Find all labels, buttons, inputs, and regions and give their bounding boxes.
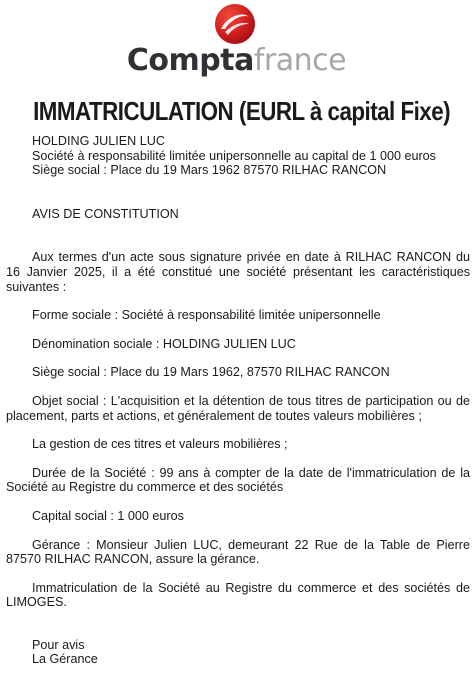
paragraph-gerance: Gérance : Monsieur Julien LUC, demeurant 22 Rue de la Table de Pierre 87570 RILHAC RANCON, assure la gérance. [6, 537, 470, 567]
brand-word-bold: Compta [126, 43, 254, 78]
paragraph-intro: Aux termes d'un acte sous signature privée en date à RILHAC RANCON du 16 Janvier 2025, il a été constitué une société présentant les caractéristiques suivantes : [6, 250, 470, 294]
paragraph-forme: Forme sociale : Société à responsabilité limitée unipersonnelle [32, 308, 381, 323]
header-line-company: HOLDING JULIEN LUC [32, 134, 165, 148]
paragraph-siege: Siège social : Place du 19 Mars 1962, 87570 RILHAC RANCON [32, 365, 390, 380]
brand-word-light: france [253, 43, 347, 78]
header-line-seat: Siège social : Place du 19 Mars 1962 87570 RILHAC RANCON [32, 163, 387, 178]
comptafrance-logo [0, 0, 473, 82]
paragraph-gestion: La gestion de ces titres et valeurs mobilières ; [32, 437, 288, 452]
signature-line-2: La Gérance [32, 652, 98, 667]
paragraph-capital: Capital social : 1 000 euros [32, 508, 184, 523]
header-line-form: Société à responsabilité limitée unipersonnelle au capital de 1 000 euros [32, 148, 436, 163]
paragraph-immatriculation: Immatriculation de la Société au Registre du commerce et des sociétés de LIMOGES. [6, 580, 470, 610]
section-title: AVIS DE CONSTITUTION [32, 206, 179, 221]
paragraph-objet: Objet social : L'acquisition et la détention de tous titres de participation ou de placement, parts et actions, et généralement de toutes valeurs mobilières ; [6, 393, 470, 423]
notice-title: IMMATRICULATION (EURL à capital Fixe) [33, 96, 451, 126]
notice-body [6, 134, 470, 667]
signature-line-1: Pour avis [32, 637, 85, 652]
brand-wordmark [0, 43, 473, 79]
swoosh-emblem-icon [213, 2, 257, 46]
paragraph-duree: Durée de la Société : 99 ans à compter de la date de l'immatriculation de la Société au Registre du commerce et des sociétés [6, 465, 470, 495]
paragraph-denomination: Dénomination sociale : HOLDING JULIEN LUC [32, 336, 296, 351]
